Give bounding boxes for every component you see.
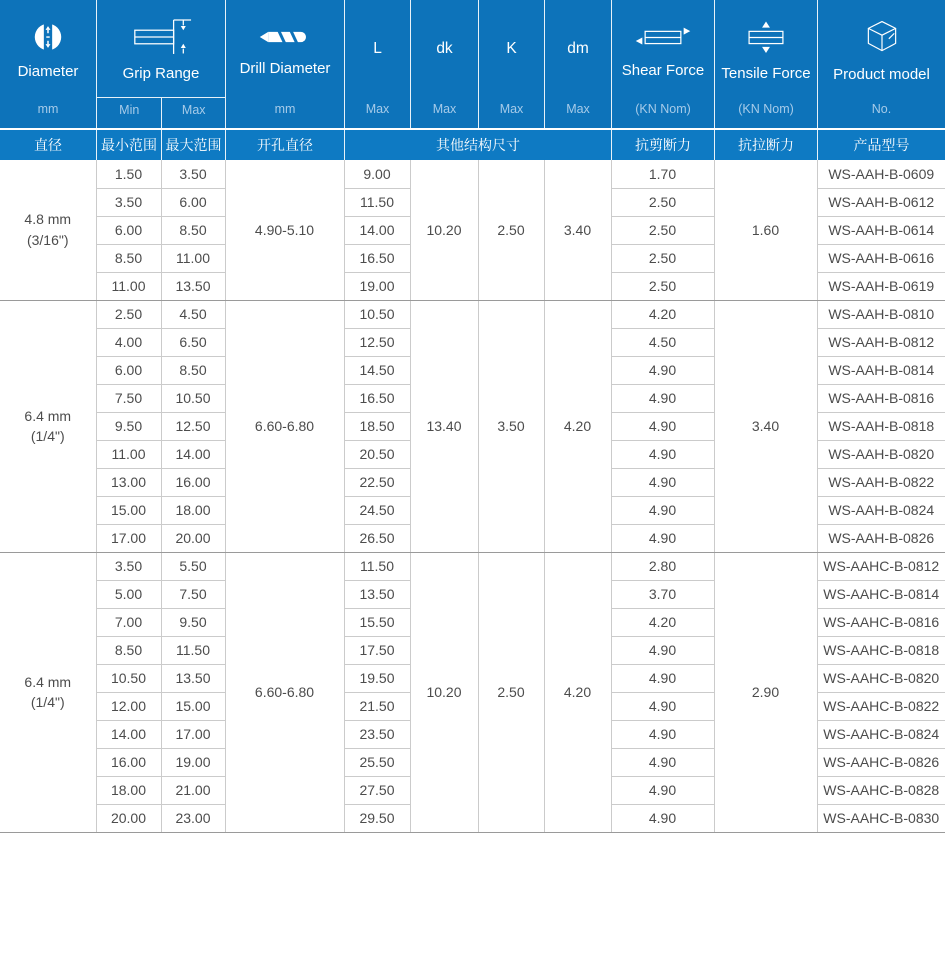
cell-length-max: 19.50 bbox=[344, 664, 410, 692]
cell-length-max: 17.50 bbox=[344, 636, 410, 664]
cell-product-model: WS-AAH-B-0818 bbox=[817, 412, 945, 440]
header-product-model-sub: No. bbox=[871, 102, 892, 116]
cell-grip-max: 8.50 bbox=[161, 216, 225, 244]
cell-grip-max: 21.00 bbox=[161, 776, 225, 804]
header-col-l bbox=[344, 0, 410, 128]
cn-diameter: 直径 bbox=[34, 137, 62, 153]
cell-grip-min: 16.00 bbox=[96, 748, 161, 776]
cn-shear-force: 抗剪断力 bbox=[611, 130, 714, 160]
cell-grip-max: 7.50 bbox=[161, 580, 225, 608]
cell-shear-force: 3.70 bbox=[611, 580, 714, 608]
cell-grip-max: 14.00 bbox=[161, 440, 225, 468]
cell-product-model: WS-AAH-B-0612 bbox=[817, 188, 945, 216]
cell-length-max: 13.50 bbox=[344, 580, 410, 608]
cell-product-model: WS-AAHC-B-0822 bbox=[817, 692, 945, 720]
cell-grip-min: 11.00 bbox=[96, 440, 161, 468]
cell-shear-force: 2.50 bbox=[611, 216, 714, 244]
cell-length-max: 29.50 bbox=[344, 804, 410, 832]
cell-tensile-force: 1.60 bbox=[714, 160, 817, 300]
cell-length-max: 20.50 bbox=[344, 440, 410, 468]
spec-table bbox=[0, 160, 945, 833]
cell-length-max: 27.50 bbox=[344, 776, 410, 804]
table-header bbox=[0, 0, 945, 128]
cell-grip-min: 20.00 bbox=[96, 804, 161, 832]
cell-k-max: 2.50 bbox=[478, 160, 544, 300]
cell-grip-max: 3.50 bbox=[161, 160, 225, 188]
header-dk-sub: Max bbox=[432, 102, 457, 116]
cell-shear-force: 4.90 bbox=[611, 440, 714, 468]
cell-length-max: 23.50 bbox=[344, 720, 410, 748]
cn-other-dimensions: 其他结构尺寸 bbox=[344, 130, 611, 160]
header-col-drill-diameter bbox=[225, 0, 344, 128]
cell-drill-diameter: 6.60-6.80 bbox=[225, 552, 344, 832]
cell-grip-min: 7.00 bbox=[96, 608, 161, 636]
cell-grip-max: 4.50 bbox=[161, 300, 225, 328]
cell-grip-min: 4.00 bbox=[96, 328, 161, 356]
cell-shear-force: 2.50 bbox=[611, 244, 714, 272]
cell-product-model: WS-AAHC-B-0820 bbox=[817, 664, 945, 692]
cell-length-max: 14.00 bbox=[344, 216, 410, 244]
cn-product-model: 产品型号 bbox=[817, 130, 945, 160]
cell-product-model: WS-AAHC-B-0816 bbox=[817, 608, 945, 636]
cell-length-max: 25.50 bbox=[344, 748, 410, 776]
cell-dk-max: 10.20 bbox=[410, 552, 478, 832]
cell-shear-force: 4.90 bbox=[611, 664, 714, 692]
cell-shear-force: 1.70 bbox=[611, 160, 714, 188]
cell-shear-force: 4.90 bbox=[611, 776, 714, 804]
cell-k-max: 2.50 bbox=[478, 552, 544, 832]
cell-shear-force: 4.90 bbox=[611, 636, 714, 664]
header-drill-diameter-label: Drill Diameter bbox=[239, 59, 331, 77]
header-product-model-label: Product model bbox=[833, 65, 930, 83]
cell-grip-max: 17.00 bbox=[161, 720, 225, 748]
cell-grip-max: 13.50 bbox=[161, 272, 225, 300]
cell-grip-max: 15.00 bbox=[161, 692, 225, 720]
header-drill-unit: mm bbox=[274, 102, 296, 116]
cell-product-model: WS-AAHC-B-0812 bbox=[817, 552, 945, 580]
cell-grip-min: 15.00 bbox=[96, 496, 161, 524]
cell-shear-force: 4.90 bbox=[611, 524, 714, 552]
header-shear-force-label: Shear Force bbox=[621, 61, 705, 79]
cell-product-model: WS-AAH-B-0609 bbox=[817, 160, 945, 188]
cell-product-model: WS-AAHC-B-0818 bbox=[817, 636, 945, 664]
cell-shear-force: 4.20 bbox=[611, 608, 714, 636]
cell-dk-max: 13.40 bbox=[410, 300, 478, 552]
shear-force-icon bbox=[632, 20, 694, 54]
cell-product-model: WS-AAH-B-0826 bbox=[817, 524, 945, 552]
cell-product-model: WS-AAH-B-0814 bbox=[817, 356, 945, 384]
cell-product-model: WS-AAH-B-0822 bbox=[817, 468, 945, 496]
cell-product-model: WS-AAH-B-0816 bbox=[817, 384, 945, 412]
cell-product-model: WS-AAHC-B-0830 bbox=[817, 804, 945, 832]
cell-dm-max: 4.20 bbox=[544, 300, 611, 552]
cell-grip-max: 10.50 bbox=[161, 384, 225, 412]
cell-shear-force: 2.50 bbox=[611, 272, 714, 300]
cell-grip-max: 5.50 bbox=[161, 552, 225, 580]
cell-shear-force: 4.20 bbox=[611, 300, 714, 328]
cell-product-model: WS-AAH-B-0820 bbox=[817, 440, 945, 468]
cell-grip-max: 9.50 bbox=[161, 608, 225, 636]
cell-shear-force: 4.90 bbox=[611, 720, 714, 748]
cell-product-model: WS-AAHC-B-0828 bbox=[817, 776, 945, 804]
cell-shear-force: 4.90 bbox=[611, 804, 714, 832]
cell-grip-min: 13.00 bbox=[96, 468, 161, 496]
product-box-icon bbox=[862, 16, 902, 58]
cell-shear-force: 4.90 bbox=[611, 496, 714, 524]
table-header-chinese bbox=[0, 128, 945, 160]
cell-dk-max: 10.20 bbox=[410, 160, 478, 300]
cell-grip-max: 13.50 bbox=[161, 664, 225, 692]
cn-drill-diameter: 开孔直径 bbox=[225, 130, 344, 160]
cell-grip-max: 6.00 bbox=[161, 188, 225, 216]
header-dm-sub: Max bbox=[566, 102, 590, 116]
header-tensile-force-label: Tensile Force bbox=[721, 64, 811, 82]
cell-length-max: 9.00 bbox=[344, 160, 410, 188]
header-tensile-force-unit: (KN Nom) bbox=[738, 102, 794, 116]
cell-grip-min: 12.00 bbox=[96, 692, 161, 720]
header-diameter-unit: mm bbox=[37, 102, 59, 116]
cell-product-model: WS-AAH-B-0810 bbox=[817, 300, 945, 328]
cell-product-model: WS-AAH-B-0616 bbox=[817, 244, 945, 272]
cell-product-model: WS-AAHC-B-0824 bbox=[817, 720, 945, 748]
cell-product-model: WS-AAHC-B-0826 bbox=[817, 748, 945, 776]
cell-grip-min: 14.00 bbox=[96, 720, 161, 748]
cell-shear-force: 4.90 bbox=[611, 384, 714, 412]
cell-length-max: 11.50 bbox=[344, 188, 410, 216]
cell-shear-force: 4.90 bbox=[611, 468, 714, 496]
cell-length-max: 16.50 bbox=[344, 244, 410, 272]
cell-length-max: 14.50 bbox=[344, 356, 410, 384]
spec-row bbox=[0, 552, 945, 580]
cell-grip-max: 20.00 bbox=[161, 524, 225, 552]
cell-tensile-force: 2.90 bbox=[714, 552, 817, 832]
cell-grip-min: 3.50 bbox=[96, 552, 161, 580]
cell-length-max: 12.50 bbox=[344, 328, 410, 356]
header-col-dm bbox=[544, 0, 611, 128]
header-l-sub: Max bbox=[365, 102, 390, 116]
tensile-force-icon bbox=[735, 17, 797, 57]
header-dm-label: dm bbox=[567, 39, 589, 57]
cell-grip-max: 11.00 bbox=[161, 244, 225, 272]
cell-diameter: 6.4 mm (1/4") bbox=[0, 552, 96, 832]
cell-length-max: 22.50 bbox=[344, 468, 410, 496]
cell-grip-max: 23.00 bbox=[161, 804, 225, 832]
cell-grip-max: 11.50 bbox=[161, 636, 225, 664]
grip-range-icon bbox=[129, 17, 193, 57]
cell-shear-force: 2.80 bbox=[611, 552, 714, 580]
cell-product-model: WS-AAHC-B-0814 bbox=[817, 580, 945, 608]
cell-grip-min: 10.50 bbox=[96, 664, 161, 692]
header-col-shear-force bbox=[611, 0, 714, 128]
cell-shear-force: 4.90 bbox=[611, 692, 714, 720]
header-col-product-model bbox=[817, 0, 945, 128]
cell-shear-force: 4.90 bbox=[611, 748, 714, 776]
header-diameter-label: Diameter bbox=[17, 62, 79, 80]
cell-grip-min: 3.50 bbox=[96, 188, 161, 216]
cell-grip-min: 8.50 bbox=[96, 636, 161, 664]
spec-table-body bbox=[0, 160, 945, 832]
cell-length-max: 10.50 bbox=[344, 300, 410, 328]
cell-length-max: 18.50 bbox=[344, 412, 410, 440]
header-k-label: K bbox=[506, 39, 517, 57]
cell-k-max: 3.50 bbox=[478, 300, 544, 552]
cell-dm-max: 3.40 bbox=[544, 160, 611, 300]
cell-grip-min: 5.00 bbox=[96, 580, 161, 608]
cn-grip-min: 最小范围 bbox=[96, 130, 161, 160]
diameter-icon bbox=[31, 19, 65, 55]
cn-grip-max: 最大范围 bbox=[161, 130, 225, 160]
cell-shear-force: 4.90 bbox=[611, 356, 714, 384]
cell-drill-diameter: 4.90-5.10 bbox=[225, 160, 344, 300]
cell-grip-min: 6.00 bbox=[96, 216, 161, 244]
cell-length-max: 16.50 bbox=[344, 384, 410, 412]
cell-grip-min: 2.50 bbox=[96, 300, 161, 328]
cell-length-max: 21.50 bbox=[344, 692, 410, 720]
cell-product-model: WS-AAH-B-0812 bbox=[817, 328, 945, 356]
cell-length-max: 26.50 bbox=[344, 524, 410, 552]
cell-grip-min: 6.00 bbox=[96, 356, 161, 384]
cell-tensile-force: 3.40 bbox=[714, 300, 817, 552]
cell-grip-min: 17.00 bbox=[96, 524, 161, 552]
cell-length-max: 19.00 bbox=[344, 272, 410, 300]
spec-row bbox=[0, 300, 945, 328]
header-k-sub: Max bbox=[499, 102, 524, 116]
header-col-tensile-force bbox=[714, 0, 817, 128]
cell-shear-force: 4.90 bbox=[611, 412, 714, 440]
header-shear-force-unit: (KN Nom) bbox=[635, 102, 691, 116]
cell-product-model: WS-AAH-B-0614 bbox=[817, 216, 945, 244]
cell-product-model: WS-AAH-B-0824 bbox=[817, 496, 945, 524]
header-col-grip-range bbox=[96, 0, 225, 128]
header-grip-max-label: Max bbox=[181, 103, 206, 117]
cell-grip-min: 11.00 bbox=[96, 272, 161, 300]
cell-product-model: WS-AAH-B-0619 bbox=[817, 272, 945, 300]
cell-grip-min: 7.50 bbox=[96, 384, 161, 412]
cell-grip-max: 6.50 bbox=[161, 328, 225, 356]
cell-shear-force: 4.50 bbox=[611, 328, 714, 356]
header-l-label: L bbox=[373, 39, 382, 57]
cell-length-max: 11.50 bbox=[344, 552, 410, 580]
header-col-dk bbox=[410, 0, 478, 128]
cell-grip-max: 16.00 bbox=[161, 468, 225, 496]
cell-drill-diameter: 6.60-6.80 bbox=[225, 300, 344, 552]
header-grip-min-label: Min bbox=[119, 103, 140, 117]
cell-grip-min: 8.50 bbox=[96, 244, 161, 272]
header-col-k bbox=[478, 0, 544, 128]
cell-diameter: 4.8 mm (3/16") bbox=[0, 160, 96, 300]
header-col-diameter bbox=[0, 0, 96, 128]
cell-grip-min: 18.00 bbox=[96, 776, 161, 804]
cell-grip-max: 8.50 bbox=[161, 356, 225, 384]
cell-diameter: 6.4 mm (1/4") bbox=[0, 300, 96, 552]
header-grip-range-label: Grip Range bbox=[122, 64, 200, 82]
cell-length-max: 15.50 bbox=[344, 608, 410, 636]
header-dk-label: dk bbox=[436, 39, 453, 57]
cell-grip-max: 18.00 bbox=[161, 496, 225, 524]
cell-shear-force: 2.50 bbox=[611, 188, 714, 216]
cell-grip-min: 9.50 bbox=[96, 412, 161, 440]
cell-grip-min: 1.50 bbox=[96, 160, 161, 188]
cn-tensile-force: 抗拉断力 bbox=[714, 130, 817, 160]
cell-length-max: 24.50 bbox=[344, 496, 410, 524]
drill-bit-icon bbox=[257, 22, 313, 52]
cell-grip-max: 19.00 bbox=[161, 748, 225, 776]
cell-grip-max: 12.50 bbox=[161, 412, 225, 440]
spec-row bbox=[0, 160, 945, 188]
cell-dm-max: 4.20 bbox=[544, 552, 611, 832]
